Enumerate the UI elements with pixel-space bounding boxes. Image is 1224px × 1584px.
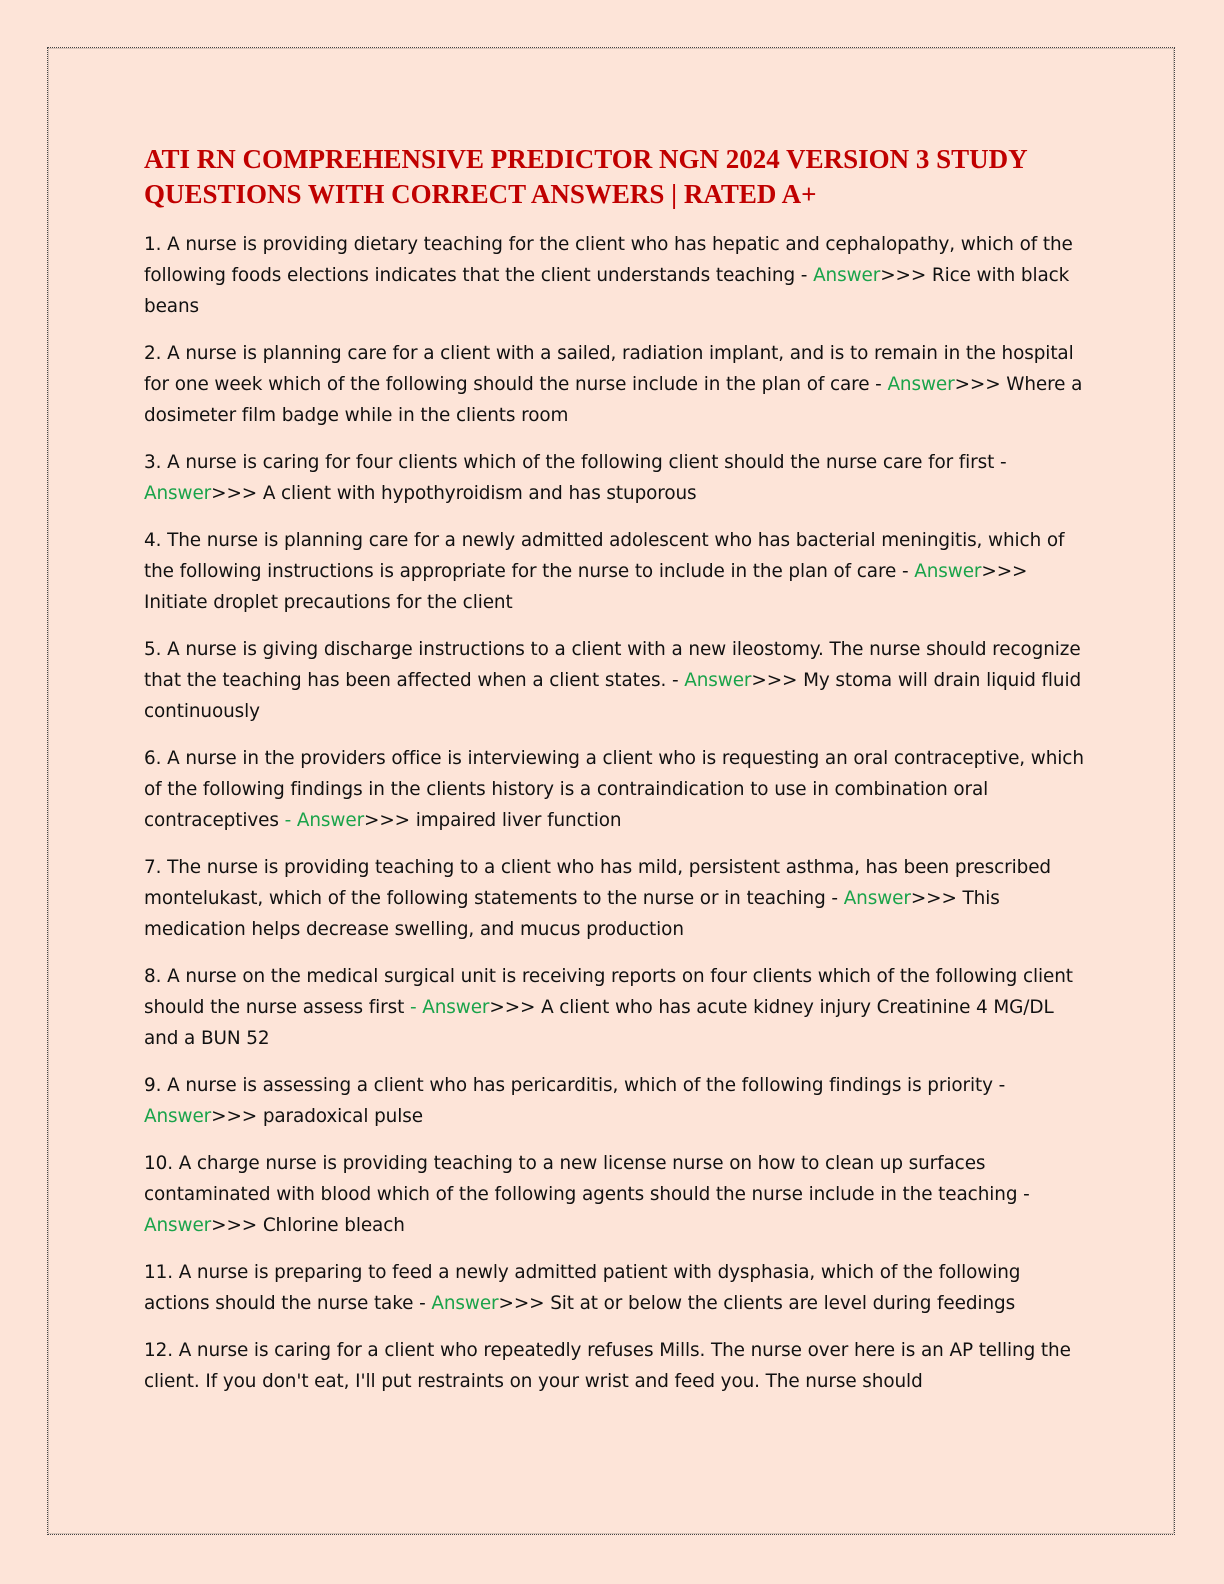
answer-label: - Answer xyxy=(409,997,490,1018)
answer-label: Answer xyxy=(144,1215,212,1236)
qa-item-5 xyxy=(144,634,1090,727)
question-text: 7. The nurse is providing teaching to a client who has mild, persistent asthma, has been prescribed montelukast, which of the following statements to the nurse or in teaching - xyxy=(144,857,1051,909)
answer-label: - Answer xyxy=(284,810,365,831)
answer-text: >>> paradoxical pulse xyxy=(211,1106,423,1127)
qa-item-2 xyxy=(144,338,1090,431)
qa-item-7 xyxy=(144,852,1090,945)
answer-text: >>> Sit at or below the clients are level during feedings xyxy=(498,1293,1016,1314)
question-text: 3. A nurse is caring for four clients which of the following client should the nurse care for first - xyxy=(144,452,1007,473)
answer-text: >>> Rice with black beans xyxy=(144,265,1070,317)
answer-label: Answer xyxy=(144,483,212,504)
question-text: 10. A charge nurse is providing teaching to a new license nurse on how to clean up surfaces contaminated with blood which of the following agents should the nurse include in the teaching - xyxy=(144,1153,1030,1205)
answer-text: >>> Where a dosimeter film badge while in the clients room xyxy=(144,374,1083,426)
question-text: 8. A nurse on the medical surgical unit is receiving reports on four clients which of the following client should the nurse assess first xyxy=(144,966,1073,1018)
qa-item-12 xyxy=(144,1335,1090,1397)
answer-text: >>> A client with hypothyroidism and has stuporous xyxy=(211,483,697,504)
question-text: 11. A nurse is preparing to feed a newly admitted patient with dysphasia, which of the following actions should the nurse take - xyxy=(144,1262,1021,1314)
question-text: 5. A nurse is giving discharge instructions to a client with a new ileostomy. The nurse should recognize that the teaching has been affected when a client states. - xyxy=(144,639,1081,691)
answer-label: Answer xyxy=(813,265,881,286)
qa-item-3 xyxy=(144,447,1090,509)
answer-label: Answer xyxy=(914,561,982,582)
answer-label: Answer xyxy=(887,374,955,395)
answer-text: >>> Initiate droplet precautions for the client xyxy=(144,561,1028,613)
qa-item-8 xyxy=(144,961,1090,1054)
question-text: 1. A nurse is providing dietary teaching for the client who has hepatic and cephalopathy, which of the following foods elections indicates that the client understands teaching - xyxy=(144,234,1073,286)
question-text: 12. A nurse is caring for a client who repeatedly refuses Mills. The nurse over here is an AP telling the client. If you don't eat, I'll put restraints on your wrist and feed you. The nurse should xyxy=(144,1340,1071,1392)
answer-text: >>> A client who has acute kidney injury Creatinine 4 MG/DL and a BUN 52 xyxy=(144,997,1054,1049)
question-text: 6. A nurse in the providers office is interviewing a client who is requesting an oral contraceptive, which of the following findings in the clients history is a contraindication to use in combination oral contraceptives xyxy=(144,748,1084,831)
answer-label: Answer xyxy=(684,670,752,691)
answer-label: Answer xyxy=(144,1106,212,1127)
answer-text: >>> impaired liver function xyxy=(364,810,622,831)
qa-item-10 xyxy=(144,1148,1090,1241)
qa-item-11 xyxy=(144,1257,1090,1319)
question-text: 4. The nurse is planning care for a newly admitted adolescent who has bacterial meningitis, which of the following instructions is appropriate for the nurse to include in the plan of care - xyxy=(144,530,1065,582)
answer-text: >>> This medication helps decrease swelling, and mucus production xyxy=(144,888,1000,940)
qa-item-9 xyxy=(144,1070,1090,1132)
document-body xyxy=(144,142,1090,1413)
qa-item-6 xyxy=(144,743,1090,836)
answer-label: Answer xyxy=(431,1293,499,1314)
answer-text: >>> My stoma will drain liquid fluid continuously xyxy=(144,670,1082,722)
qa-item-4 xyxy=(144,525,1090,618)
qa-item-1 xyxy=(144,229,1090,322)
document-title: ATI RN COMPREHENSIVE PREDICTOR NGN 2024 VERSION 3 STUDY QUESTIONS WITH CORRECT ANSWERS | RATED A+ xyxy=(144,144,1027,209)
question-text: 2. A nurse is planning care for a client with a sailed, radiation implant, and is to remain in the hospital for one week which of the following should the nurse include in the plan of care - xyxy=(144,343,1074,395)
answer-label: Answer xyxy=(843,888,911,909)
answer-text: >>> Chlorine bleach xyxy=(211,1215,405,1236)
question-text: 9. A nurse is assessing a client who has pericarditis, which of the following findings is priority - xyxy=(144,1075,1006,1096)
